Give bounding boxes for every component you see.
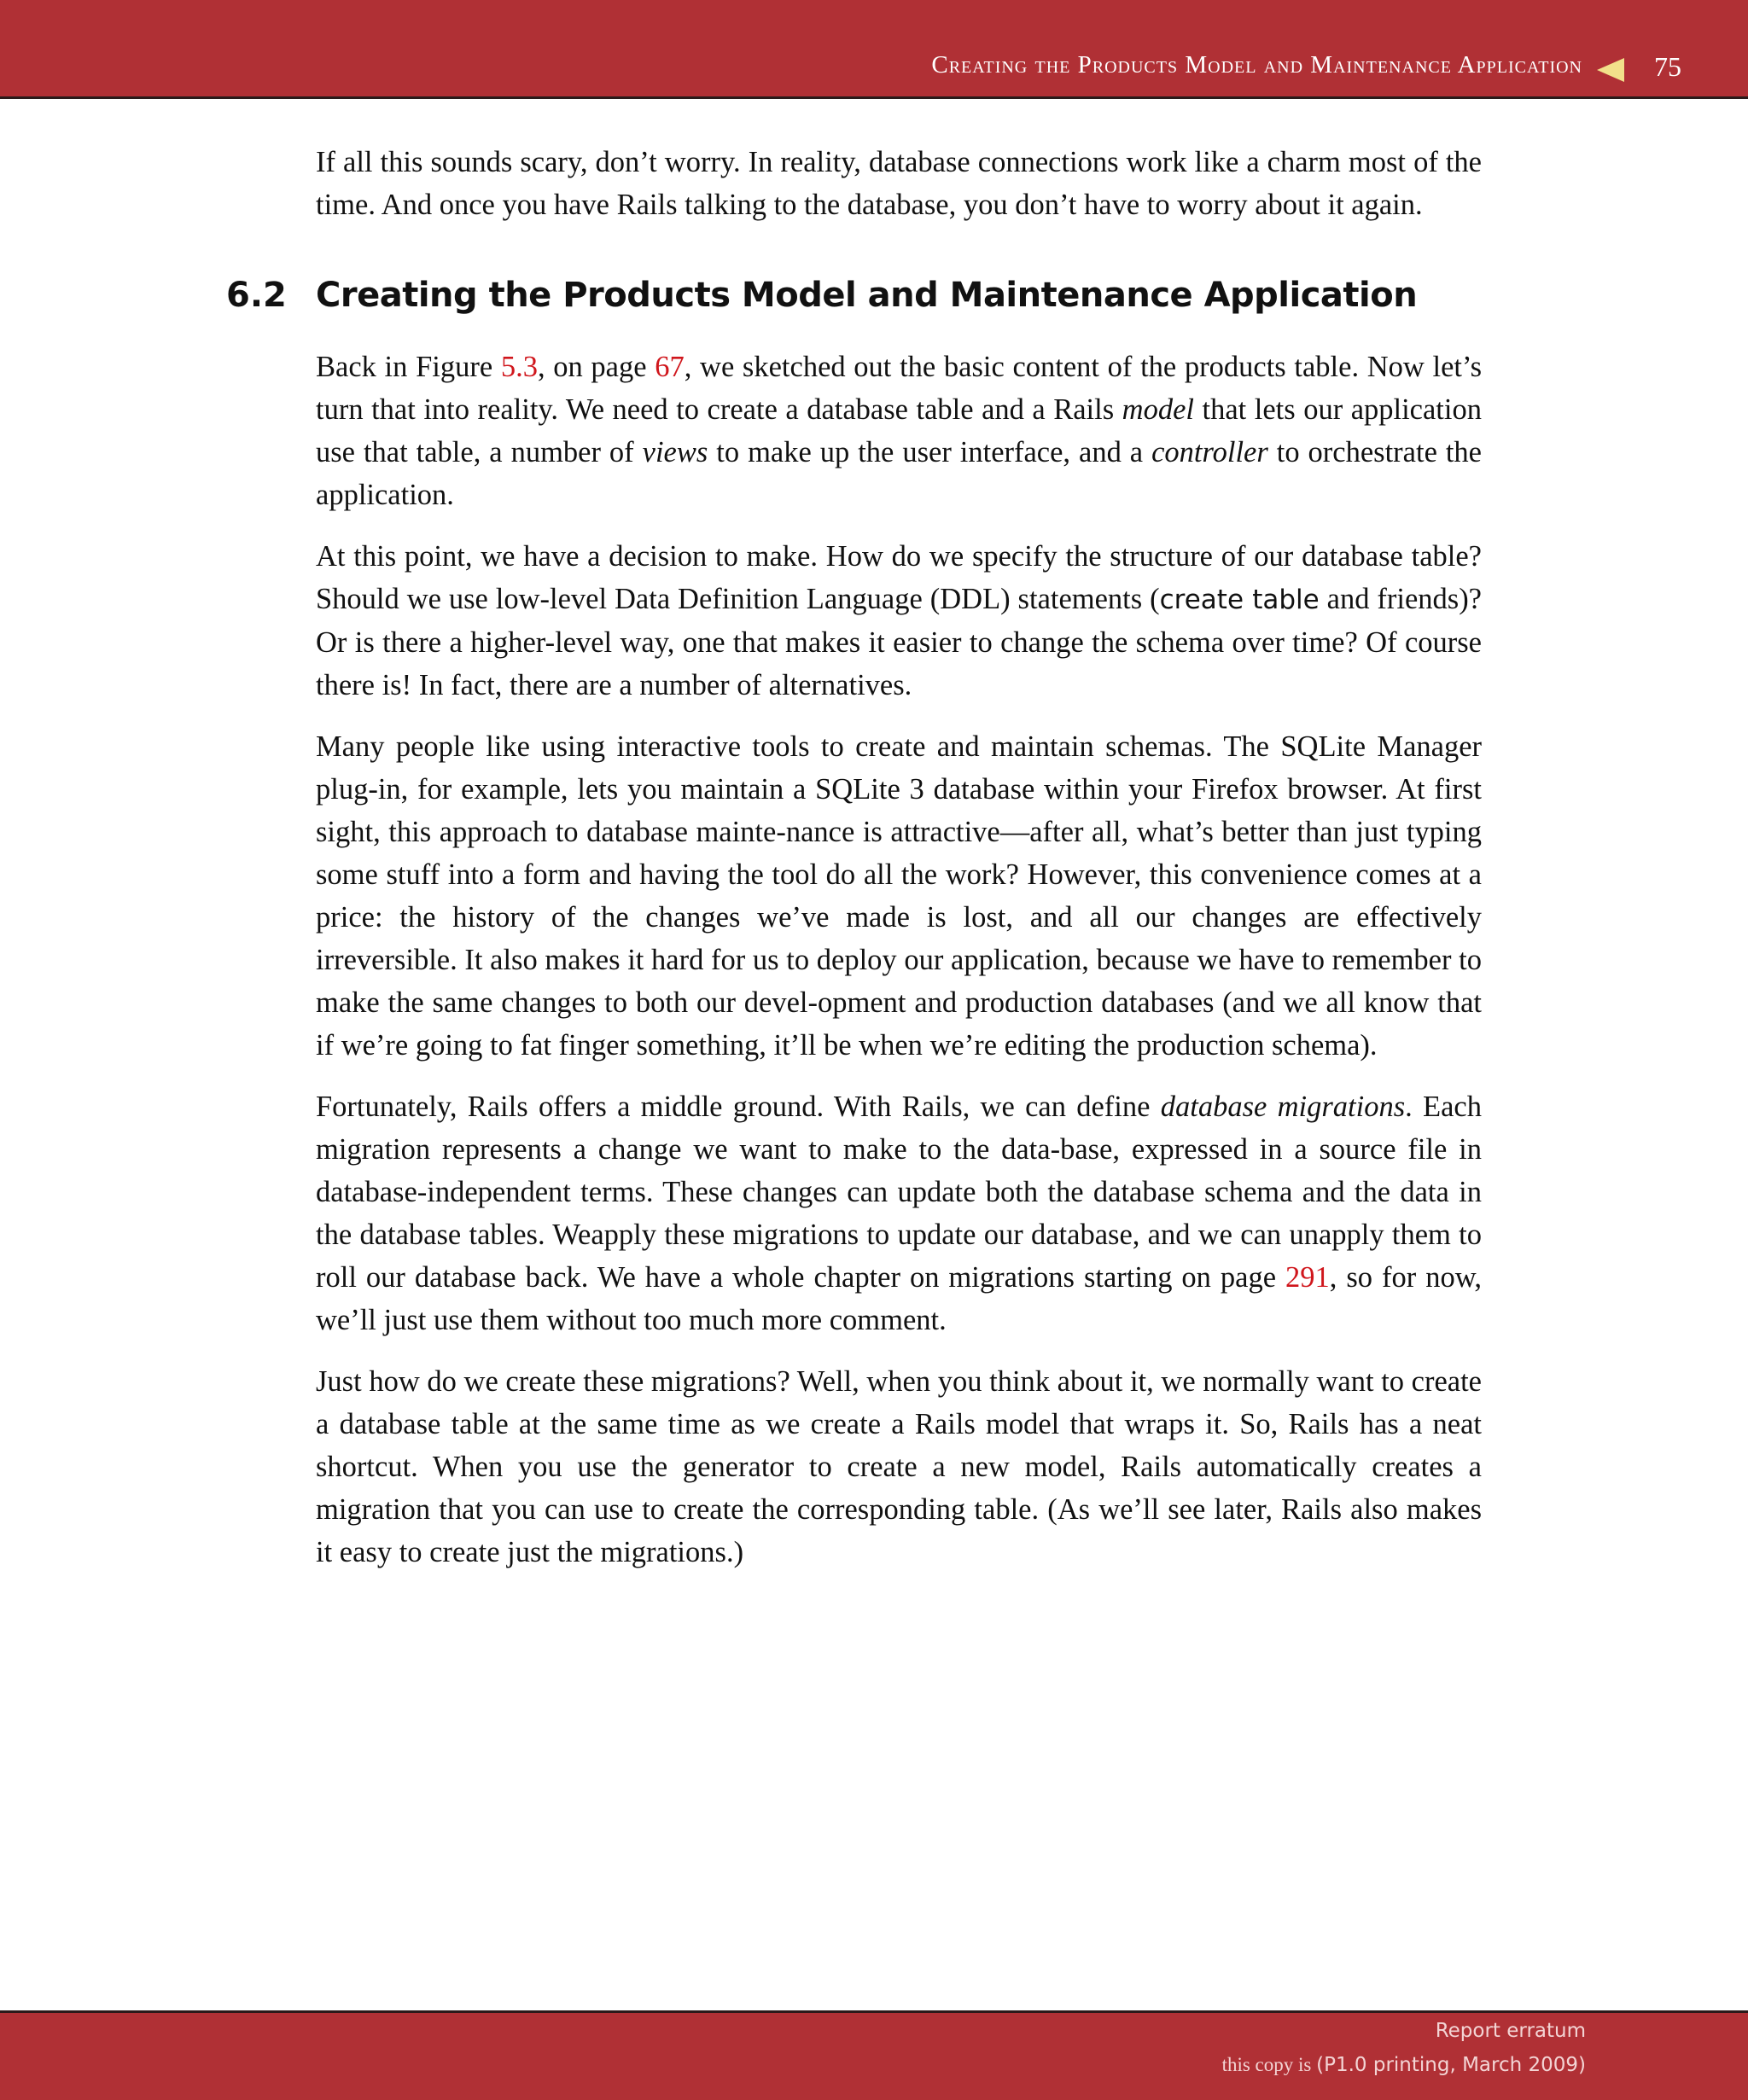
text-run: and friends)? Or is there a higher-level way, one that makes it easier to change the schema over time? Of course there is! In fact, there are a number of alternatives. — [316, 583, 1482, 701]
page-content — [226, 141, 1483, 1592]
paragraph-migrations — [316, 1085, 1482, 1341]
copy-printing: (P1.0 printing, March 2009) — [1316, 2054, 1586, 2076]
text-run: At this point, we have a decision to make. How do we specify the structure of our database table? Should we use low-level Data Definition Language (DDL) statements ( — [316, 540, 1482, 615]
figure-link[interactable]: 5.3 — [500, 351, 538, 383]
copy-prefix: this copy is — [1221, 2054, 1317, 2075]
report-erratum-link[interactable]: Report erratum — [1435, 2020, 1586, 2042]
header-bar — [0, 0, 1748, 99]
code-create-table: create table — [1159, 585, 1320, 615]
text-run: , we sketched out the basic content of the products table. Now let’s turn that into reality. We need to create a database table and a Rails — [316, 351, 1482, 426]
text-run: . Each migration represents a change we want to make to the data-base, expressed in a source file in database-independent terms. These changes can update both the database schema and the data in the database tables. Weapply these migrations to update our database, and we can unapply them to roll our database back. We have a whole chapter on migrations starting on page — [316, 1091, 1482, 1294]
emphasis-controller: controller — [1151, 436, 1268, 468]
copy-info — [1222, 2054, 1586, 2076]
emphasis-views: views — [642, 436, 708, 468]
running-title: Creating the Products Model and Maintenance Application — [931, 51, 1582, 79]
text-run: , on page — [537, 351, 656, 383]
text-run: Fortunately, Rails offers a middle ground. With Rails, we can define — [316, 1091, 1161, 1123]
text-run: to make up the user interface, and a — [708, 436, 1152, 468]
emphasis-database-migrations: database migrations — [1160, 1091, 1406, 1123]
paragraph-generator: Just how do we create these migrations? Well, when you think about it, we normally want to create a database table at the same time as we create a Rails model that wraps it. So, Rails has a neat shortcut. When you use the generator to create a new model, Rails automatically creates a migration that you can use to create the corresponding table. (As we’ll see later, Rails also makes it easy to create just the migrations.) — [316, 1365, 1482, 1568]
page-link[interactable]: 67 — [655, 351, 685, 383]
emphasis-model: model — [1122, 393, 1194, 426]
text-run: to orchestrate the application. — [316, 436, 1482, 511]
text-run: that lets our application use that table, a number of — [316, 393, 1482, 468]
paragraph-products-model — [316, 346, 1482, 516]
section-title: Creating the Products Model and Maintenance Application — [316, 276, 1418, 315]
paragraph-interactive-tools: Many people like using interactive tools to create and maintain schemas. The SQLite Manager plug-in, for example, lets you maintain a SQLite 3 database within your Firefox browser. At first sight, this approach to database mainte-nance is attractive—after all, what’s better than just typing some stuff into a form and having the tool do all the work? However, this convenience comes at a price: the history of the changes we’ve made is lost, and all our changes are effectively irreversible. It also makes it hard for us to deploy our application, because we have to remember to make the same changes to both our devel-opment and production databases (and we all know that if we’re going to fat finger something, it’ll be when we’re editing the production schema). — [316, 730, 1482, 1062]
text-run: , so for now, we’ll just use them without too much more comment. — [316, 1261, 1483, 1336]
intro-paragraph: If all this sounds scary, don’t worry. In reality, database connections work like a charm most of the time. And once you have Rails talking to the database, you don’t have to worry about it again. — [316, 146, 1482, 221]
page-number: 75 — [1654, 51, 1681, 82]
paragraph-decision — [316, 535, 1482, 707]
page-link[interactable]: 291 — [1285, 1261, 1330, 1294]
text-run: Back in Figure — [316, 351, 501, 383]
section-number: 6.2 — [226, 276, 287, 315]
previous-page-arrow-icon[interactable] — [1597, 58, 1624, 82]
section-heading — [226, 276, 1482, 327]
